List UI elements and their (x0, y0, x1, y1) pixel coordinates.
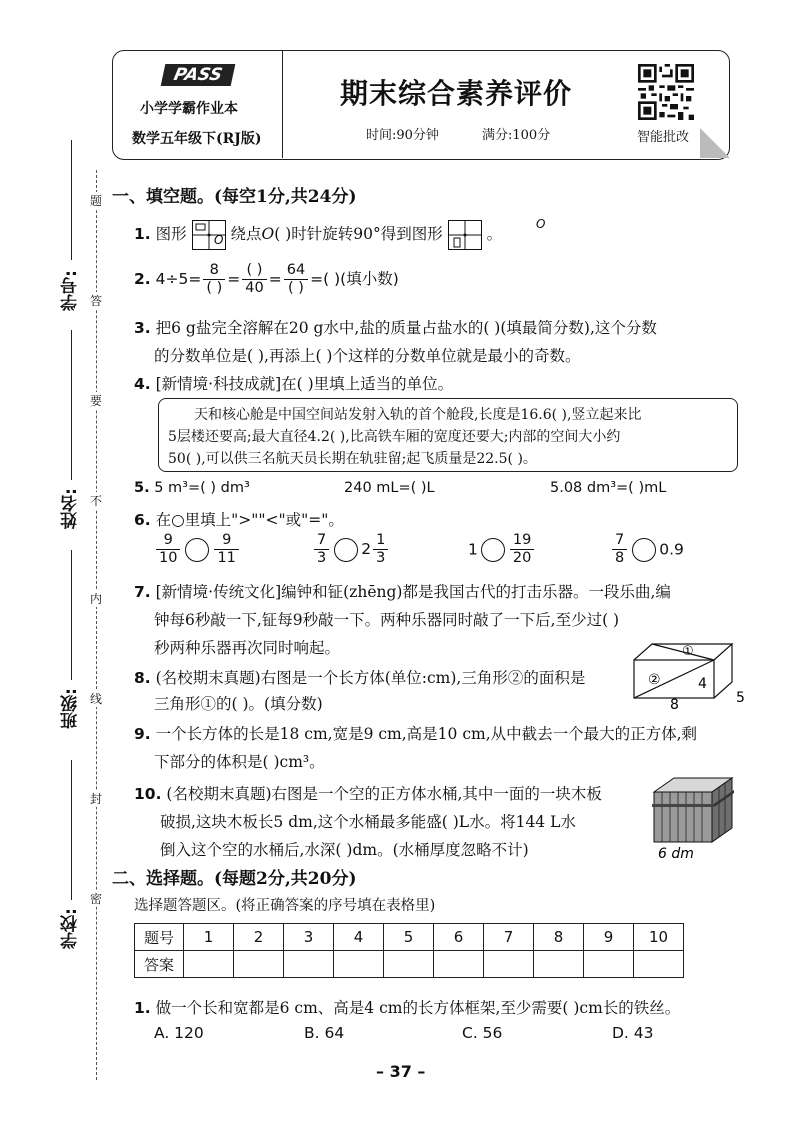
bucket-edge-label: 6 dm (658, 846, 694, 862)
exam-time: 时间:90分钟 (366, 128, 439, 143)
table-header-cell: 答案 (135, 951, 184, 978)
table-header-cell: 题号 (135, 924, 184, 951)
q6-text: 在○里填上">""<"或"="。 (155, 511, 344, 529)
shape-figure-rotated (448, 220, 482, 250)
question-6 (134, 508, 344, 530)
question-5 (134, 480, 250, 496)
answer-cell[interactable] (434, 951, 484, 978)
seal-char: 要 (89, 394, 102, 408)
compare-pair-1: $\frac{9}{10}$ $\frac{9}{11}$ (154, 532, 241, 567)
exam-title: 期末综合素养评价 (340, 77, 573, 110)
question-9 (134, 722, 697, 744)
question-8-line2: 三角形①的( )。(填分数) (154, 695, 323, 713)
q1-text-d: 。 (486, 225, 503, 243)
question-10 (134, 782, 602, 804)
q9-line1: 一个长方体的长是18 cm,宽是9 cm,高是10 cm,从中截去一个最大的正方体,剩 (155, 725, 698, 743)
fraction: 8 ( ) (203, 262, 225, 297)
q1-text-a: 图形 (155, 225, 187, 243)
seal-char: 不 (89, 494, 102, 508)
question-7-line2: 钟每6秒敲一下,钲每9秒敲一下。两种乐器同时敲了一下后,至少过( ) (154, 611, 620, 629)
answer-cell[interactable] (584, 951, 634, 978)
question-number: 1. (134, 999, 151, 1017)
question-3-line2: 的分数单位是( ),再添上( )个这样的分数单位就是最小的奇数。 (154, 347, 581, 365)
question-number-cell: 4 (334, 924, 384, 951)
height-label: 4 (698, 676, 707, 692)
page-number: – 37 – (376, 1062, 426, 1081)
question-number: 5. (134, 480, 150, 496)
question-number: 3. (134, 319, 151, 337)
question-number-cell: 3 (284, 924, 334, 951)
answer-cell[interactable] (534, 951, 584, 978)
name-line (71, 330, 72, 480)
question-8 (134, 666, 585, 688)
cuboid-figure (630, 640, 750, 710)
question-5-b: 240 mL=( )L (344, 480, 435, 496)
question-number: 1. (134, 225, 151, 243)
q4-text: [新情境·科技成就]在( )里填上适当的单位。 (155, 375, 454, 393)
series-name: 小学学霸作业本 (140, 101, 238, 117)
q2-lead: 4÷5= (155, 270, 202, 288)
answer-cell[interactable] (334, 951, 384, 978)
class-label: 班级: (61, 688, 81, 729)
option-c[interactable]: C. 56 (462, 1024, 503, 1042)
option-b[interactable]: B. 64 (304, 1024, 345, 1042)
question-number-cell: 7 (484, 924, 534, 951)
choice-question-1 (134, 996, 680, 1018)
question-9-line2: 下部分的体积是( )cm³。 (154, 753, 325, 771)
choice-q1-text: 做一个长和宽都是6 cm、高是4 cm的长方体框架,至少需要( )cm长的铁丝。 (155, 999, 681, 1017)
q3-line1: 把6 g盐完全溶解在20 g水中,盐的质量占盐水的( )(填最简分数),这个分数 (155, 319, 657, 337)
question-number-cell: 6 (434, 924, 484, 951)
seal-char: 题 (89, 194, 102, 208)
smart-grading-label: 智能批改 (637, 130, 690, 145)
question-number-cell: 9 (584, 924, 634, 951)
school-label: 学校: (61, 908, 81, 949)
student-id-label: 学号: (61, 270, 81, 311)
question-7 (134, 580, 671, 602)
compare-circle[interactable] (334, 538, 358, 562)
width-label: 5 (736, 690, 745, 706)
context-line-3: 50( ),可以供三名航天员长期在轨驻留;起飞质量是22.5( )。 (168, 451, 537, 467)
answer-cell[interactable] (284, 951, 334, 978)
question-10-line3: 倒入这个空的水桶后,水深( )dm。(水桶厚度忽略不计) (160, 841, 529, 859)
question-number: 7. (134, 583, 151, 601)
context-line-1: 天和核心舱是中国空间站发射入轨的首个舱段,长度是16.6( ),竖立起来比 (194, 407, 642, 423)
grade-edition: 数学五年级下(RJ版) (132, 131, 262, 147)
question-4 (134, 372, 453, 394)
answer-table (134, 923, 684, 978)
answer-cell[interactable] (234, 951, 284, 978)
question-3 (134, 316, 657, 338)
seal-char: 密 (89, 892, 102, 906)
answer-cell[interactable] (634, 951, 684, 978)
class-line (71, 550, 72, 680)
school-line (71, 760, 72, 900)
triangle-1-label: ① (682, 644, 694, 659)
question-2: 2. 4÷5= 8 ( ) = ( ) 40 = 64 ( ) =( )(填小数) (134, 262, 399, 296)
compare-circle[interactable] (632, 538, 656, 562)
question-number: 6. (134, 511, 151, 529)
question-number: 2. (134, 270, 151, 288)
triangle-2-label: ② (648, 672, 661, 688)
length-label: 8 (670, 697, 679, 710)
student-id-line (71, 140, 72, 260)
question-number-cell: 5 (384, 924, 434, 951)
point-o-label-fig1: O (214, 233, 224, 247)
question-5-c: 5.08 dm³=( )mL (550, 480, 667, 496)
q2-tail: =( )(填小数) (310, 270, 399, 288)
seal-char: 线 (89, 692, 102, 706)
point-o-label-fig2: O (536, 217, 546, 231)
question-1 (134, 220, 502, 250)
seal-char: 封 (89, 792, 102, 806)
question-number-cell: 8 (534, 924, 584, 951)
compare-pair-3: 1 $\frac{19}{20}$ (468, 532, 536, 567)
q10-line1: (名校期末真题)右图是一个空的正方体水桶,其中一面的一块木板 (166, 785, 602, 803)
fraction: ( ) 40 (242, 262, 266, 297)
compare-circle[interactable] (481, 538, 505, 562)
context-line-2: 5层楼还要高;最大直径4.2( ),比高铁车厢的宽度还要大;内部的空间大小约 (168, 429, 621, 445)
question-number: 10. (134, 785, 162, 803)
seal-char: 内 (89, 592, 102, 606)
table-row (135, 951, 684, 978)
question-number: 8. (134, 669, 151, 687)
answer-cell[interactable] (384, 951, 434, 978)
bucket-figure (648, 774, 738, 862)
seal-char: 答 (89, 294, 102, 308)
option-d[interactable]: D. 43 (612, 1024, 654, 1042)
compare-circle[interactable] (185, 538, 209, 562)
option-a[interactable]: A. 120 (154, 1024, 204, 1042)
pass-logo: PASS (161, 64, 236, 86)
header-divider (282, 50, 283, 158)
q1-text-c: ( )时针旋转90°得到图形 (274, 225, 443, 243)
question-7-line3: 秒两种乐器再次同时响起。 (154, 639, 341, 657)
compare-pair-4: $\frac{7}{8}$ 0.9 (610, 532, 684, 567)
section2-title: 二、选择题。(每题2分,共20分) (112, 869, 357, 889)
answer-area-note: 选择题答题区。(将正确答案的序号填在表格里) (134, 898, 436, 914)
question-number-cell: 1 (184, 924, 234, 951)
q7-line1: [新情境·传统文化]编钟和钲(zhēng)都是我国古代的打击乐器。一段乐曲,编 (155, 583, 671, 601)
answer-cell[interactable] (484, 951, 534, 978)
table-row (135, 924, 684, 951)
question-number: 9. (134, 725, 151, 743)
point-o-label: O (261, 225, 275, 243)
q5-a: 5 m³=( ) dm³ (154, 480, 250, 496)
question-number-cell: 10 (634, 924, 684, 951)
question-number: 4. (134, 375, 151, 393)
exam-score: 满分:100分 (482, 128, 551, 143)
question-10-line2: 破损,这块木板长5 dm,这个水桶最多能盛( )L水。将144 L水 (160, 813, 576, 831)
q1-text-b: 绕点 (230, 225, 262, 243)
name-label: 姓名: (61, 488, 81, 529)
compare-pair-2: $\frac{7}{3}$ 2 $\frac{1}{3}$ (312, 532, 390, 567)
question-number-cell: 2 (234, 924, 284, 951)
page-curl (700, 128, 730, 158)
fraction: 64 ( ) (284, 262, 308, 297)
answer-cell[interactable] (184, 951, 234, 978)
section1-title: 一、填空题。(每空1分,共24分) (112, 187, 357, 207)
qr-code-icon[interactable] (638, 64, 694, 120)
q8-line1: (名校期末真题)右图是一个长方体(单位:cm),三角形②的面积是 (155, 669, 586, 687)
